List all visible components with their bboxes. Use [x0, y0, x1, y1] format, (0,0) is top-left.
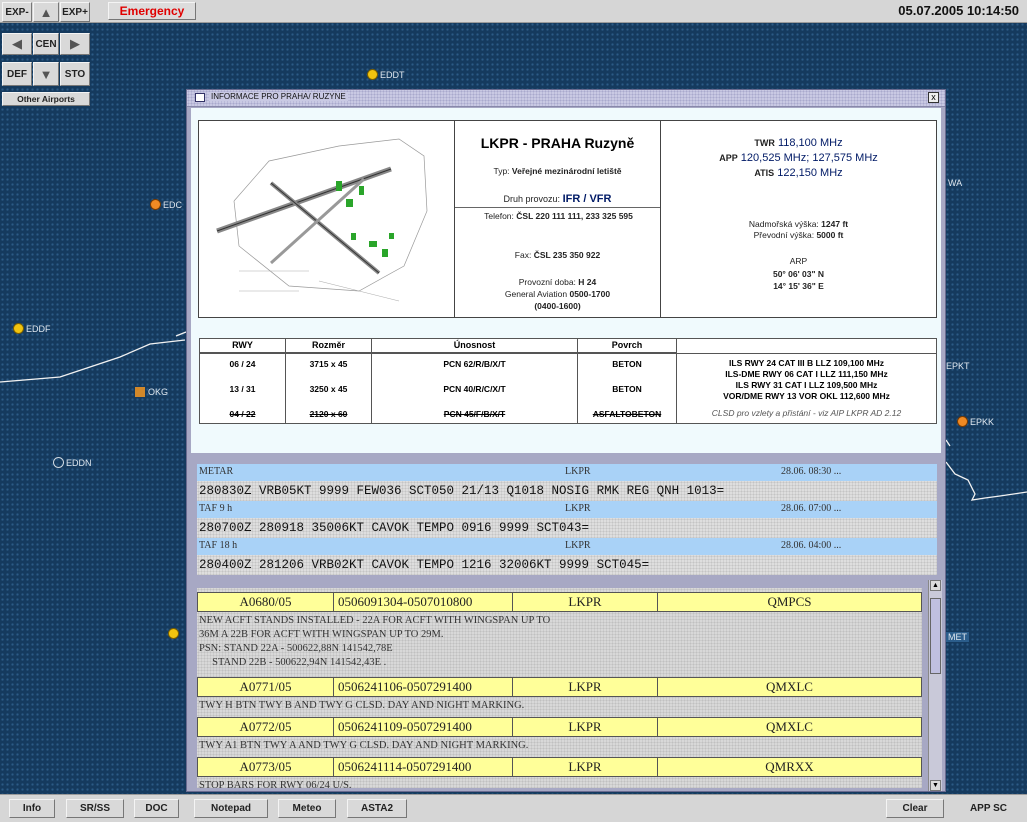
frequencies-panel: [660, 120, 937, 318]
telephone: Telefon: ČSL 220 111 111, 233 325 595: [484, 211, 633, 221]
airport-marker-epkk[interactable]: EPKK: [957, 416, 994, 427]
sto-button[interactable]: STO: [60, 62, 90, 86]
notam-id: A0773/05: [197, 757, 334, 777]
transition-altitude: Převodní výška: 5000 ft: [753, 230, 844, 240]
notam-text: TWY A1 BTN TWY A AND TWY G CLSD. DAY AND NIGHT MARKING.: [199, 740, 529, 751]
notam-code: QMXLC: [657, 677, 922, 697]
notam-code: QMRXX: [657, 757, 922, 777]
arrow-up-icon: ▲: [39, 4, 53, 20]
notam-header-row[interactable]: [197, 717, 922, 737]
notam-period: 0506241109-0507291400: [333, 717, 513, 737]
strength-header: Únosnost: [371, 338, 578, 353]
taf9-header: TAF 9 h LKPR 28.06. 07:00 ...: [197, 501, 937, 518]
general-aviation-hours-utc: (0400-1600): [534, 301, 581, 311]
arp-longitude: 14° 15' 36" E: [773, 281, 824, 291]
notam-header-row[interactable]: [197, 677, 922, 697]
clock: 05.07.2005 10:14:50: [898, 3, 1019, 18]
notam-id: A0772/05: [197, 717, 334, 737]
scroll-down-icon[interactable]: ▼: [930, 780, 941, 791]
bottom-bar: [0, 794, 1027, 822]
notam-location: LKPR: [512, 757, 658, 777]
general-aviation-hours: General Aviation 0500-1700: [504, 289, 611, 299]
airport-marker-eddt[interactable]: EDDT: [367, 69, 405, 80]
arp-label: ARP: [789, 256, 808, 266]
notam-period: 0506241114-0507291400: [333, 757, 513, 777]
scroll-up-icon[interactable]: ▲: [930, 580, 941, 591]
asta2-button[interactable]: ASTA2: [347, 799, 407, 818]
ils-column: [676, 353, 937, 424]
surface-header: Povrch: [577, 338, 677, 353]
notam-code: QMXLC: [657, 717, 922, 737]
size-cell-closed: 2120 x 60: [309, 409, 348, 419]
size-cell: 3715 x 45: [309, 359, 348, 369]
meteo-button[interactable]: Meteo: [278, 799, 336, 818]
ils-line: ILS RWY 31 CAT I LLZ 109,500 MHz: [735, 380, 878, 390]
notam-header-row[interactable]: [197, 592, 922, 612]
notepad-button[interactable]: Notepad: [194, 799, 268, 818]
notam-location: LKPR: [512, 592, 658, 612]
info-button[interactable]: Info: [9, 799, 55, 818]
arrow-down-icon: ▼: [39, 66, 53, 82]
surface-cell-closed: ASFALTOBETON: [592, 409, 662, 419]
def-button[interactable]: DEF: [2, 62, 32, 86]
airport-marker-epkt[interactable]: EPKT: [946, 361, 970, 371]
airport-icon: [168, 628, 179, 639]
notam-location: LKPR: [512, 717, 658, 737]
aerodrome-chart-drawing: [199, 121, 454, 317]
ils-line: VOR/DME RWY 13 VOR OKL 112,600 MHz: [723, 391, 890, 401]
arp-latitude: 50° 06' 03" N: [772, 269, 825, 279]
elevation: Nadmořská výška: 1247 ft: [748, 219, 849, 229]
rwy-column: [199, 353, 286, 424]
notam-text: NEW ACFT STANDS INSTALLED - 22A FOR ACFT WITH WINGSPAN UP TO 36M A 22B FOR ACFT WITH WINGSPAN UP TO 29M. PSN: STAND 22A - 500622,88N 141542,78E STAND 22B - 500622,94N 141542,43E .: [199, 615, 551, 668]
taf18-header: TAF 18 h LKPR 28.06. 04:00 ...: [197, 538, 937, 555]
metar-taf-panel: [197, 464, 937, 574]
arrow-left-icon: ◀: [12, 36, 22, 51]
surface-column: [577, 353, 677, 424]
window-title: INFORMACE PRO PRAHA/ RUZYNE: [211, 92, 346, 101]
airport-marker-eddf[interactable]: EDDF: [13, 323, 51, 334]
pcn-cell: PCN 62/R/B/X/T: [443, 359, 506, 369]
other-airports-button[interactable]: Other Airports: [2, 92, 90, 106]
sector-label: APP SC: [969, 803, 1007, 814]
notam-header-row[interactable]: [197, 757, 922, 777]
window-icon: [195, 93, 205, 102]
notam-id: A0771/05: [197, 677, 334, 697]
operating-hours: Provozní doba: H 24: [518, 277, 597, 287]
twr-frequency: TWR 118,100 MHz: [754, 137, 843, 149]
rwy-header: RWY: [199, 338, 286, 353]
pan-down-button[interactable]: [33, 62, 59, 86]
notam-text: TWY H BTN TWY B AND TWY G CLSD. DAY AND NIGHT MARKING.: [199, 700, 525, 711]
airport-marker-wa[interactable]: WA: [948, 178, 963, 188]
notam-list[interactable]: [197, 588, 922, 788]
atis-frequency: ATIS 122,150 MHz: [754, 167, 843, 179]
airport-details: [454, 120, 661, 318]
window-titlebar[interactable]: [187, 90, 945, 107]
metar-header: METAR LKPR 28.06. 08:30 ...: [197, 464, 937, 481]
airport-icon: [367, 69, 378, 80]
pan-up-button[interactable]: [33, 2, 59, 22]
rwy-cell: 06 / 24: [229, 359, 256, 369]
pcn-cell-closed: PCN 45/F/B/X/T: [443, 409, 506, 419]
airport-icon: [53, 457, 64, 468]
sr-ss-button[interactable]: SR/SS: [66, 799, 124, 818]
notam-period: 0506241106-0507291400: [333, 677, 513, 697]
divider: [455, 207, 660, 208]
airport-info-panel: [191, 108, 941, 453]
fax: Fax: ČSL 235 350 922: [514, 250, 601, 260]
emergency-button[interactable]: Emergency: [108, 2, 196, 20]
taf9-text: 280700Z 280918 35006KT CAVOK TEMPO 0916 9999 SCT043=: [197, 518, 937, 538]
airport-marker-okg[interactable]: OKG: [135, 387, 168, 397]
notam-code: QMPCS: [657, 592, 922, 612]
center-button[interactable]: CEN: [33, 33, 59, 55]
airport-marker-eddn[interactable]: EDDN: [53, 457, 92, 468]
ils-line: ILS RWY 24 CAT III B LLZ 109,100 MHz: [729, 358, 884, 368]
strength-column: [371, 353, 578, 424]
airport-icon: [150, 199, 161, 210]
notam-period: 0506091304-0507010800: [333, 592, 513, 612]
closed-runway-note: CLSD pro vzlety a přistání - viz AIP LKPR AD 2.12: [711, 408, 902, 418]
surface-cell: BETON: [612, 359, 642, 369]
taf18-text: 280400Z 281206 VRB02KT CAVOK TEMPO 1216 32006KT 9999 SCT045=: [197, 555, 937, 575]
aerodrome-chart: [198, 120, 455, 318]
airport-icon: [957, 416, 968, 427]
scroll-thumb[interactable]: [930, 598, 941, 674]
exp-minus-button[interactable]: EXP-: [2, 2, 32, 22]
rwy-cell: 13 / 31: [229, 384, 256, 394]
app-frequency: APP 120,525 MHz; 127,575 MHz: [719, 152, 878, 164]
size-cell: 3250 x 45: [309, 384, 348, 394]
runways-table: [199, 338, 937, 424]
arrow-right-icon: ▶: [70, 36, 80, 51]
airport-marker-partial[interactable]: [168, 628, 181, 639]
metar-text: 280830Z VRB05KT 9999 FEW036 SCT050 21/13 Q1018 NOSIG RMK REG QNH 1013=: [197, 481, 937, 501]
size-column: [285, 353, 372, 424]
surface-cell: BETON: [612, 384, 642, 394]
ils-header: [676, 338, 937, 353]
clear-button[interactable]: Clear: [886, 799, 944, 818]
airport-icon: [13, 323, 24, 334]
notam-location: LKPR: [512, 677, 658, 697]
top-bar: [0, 0, 1027, 23]
rwy-cell-closed: 04 / 22: [229, 409, 256, 419]
doc-button[interactable]: DOC: [134, 799, 179, 818]
pcn-cell: PCN 40/R/C/X/T: [443, 384, 506, 394]
notam-id: A0680/05: [197, 592, 334, 612]
close-button[interactable]: x: [928, 92, 939, 103]
notam-scrollbar[interactable]: [928, 580, 942, 791]
exp-plus-button[interactable]: EXP+: [60, 2, 90, 22]
airport-type: Typ: Veřejné mezinárodní letiště: [493, 166, 622, 176]
airport-marker-edc[interactable]: EDC: [150, 199, 182, 210]
airport-marker-met[interactable]: MET: [948, 632, 967, 642]
airport-icon: [135, 387, 145, 397]
ils-line: ILS-DME RWY 06 CAT I LLZ 111,150 MHz: [725, 369, 888, 379]
airport-info-window[interactable]: [186, 89, 946, 792]
size-header: Rozměr: [285, 338, 372, 353]
airport-name: LKPR - PRAHA Ruzyně: [480, 135, 635, 151]
pan-right-button[interactable]: [60, 33, 90, 55]
pan-left-button[interactable]: [2, 33, 32, 55]
notam-text: STOP BARS FOR RWY 06/24 U/S.: [199, 780, 352, 788]
operation-type: Druh provozu: IFR / VFR: [503, 193, 612, 205]
